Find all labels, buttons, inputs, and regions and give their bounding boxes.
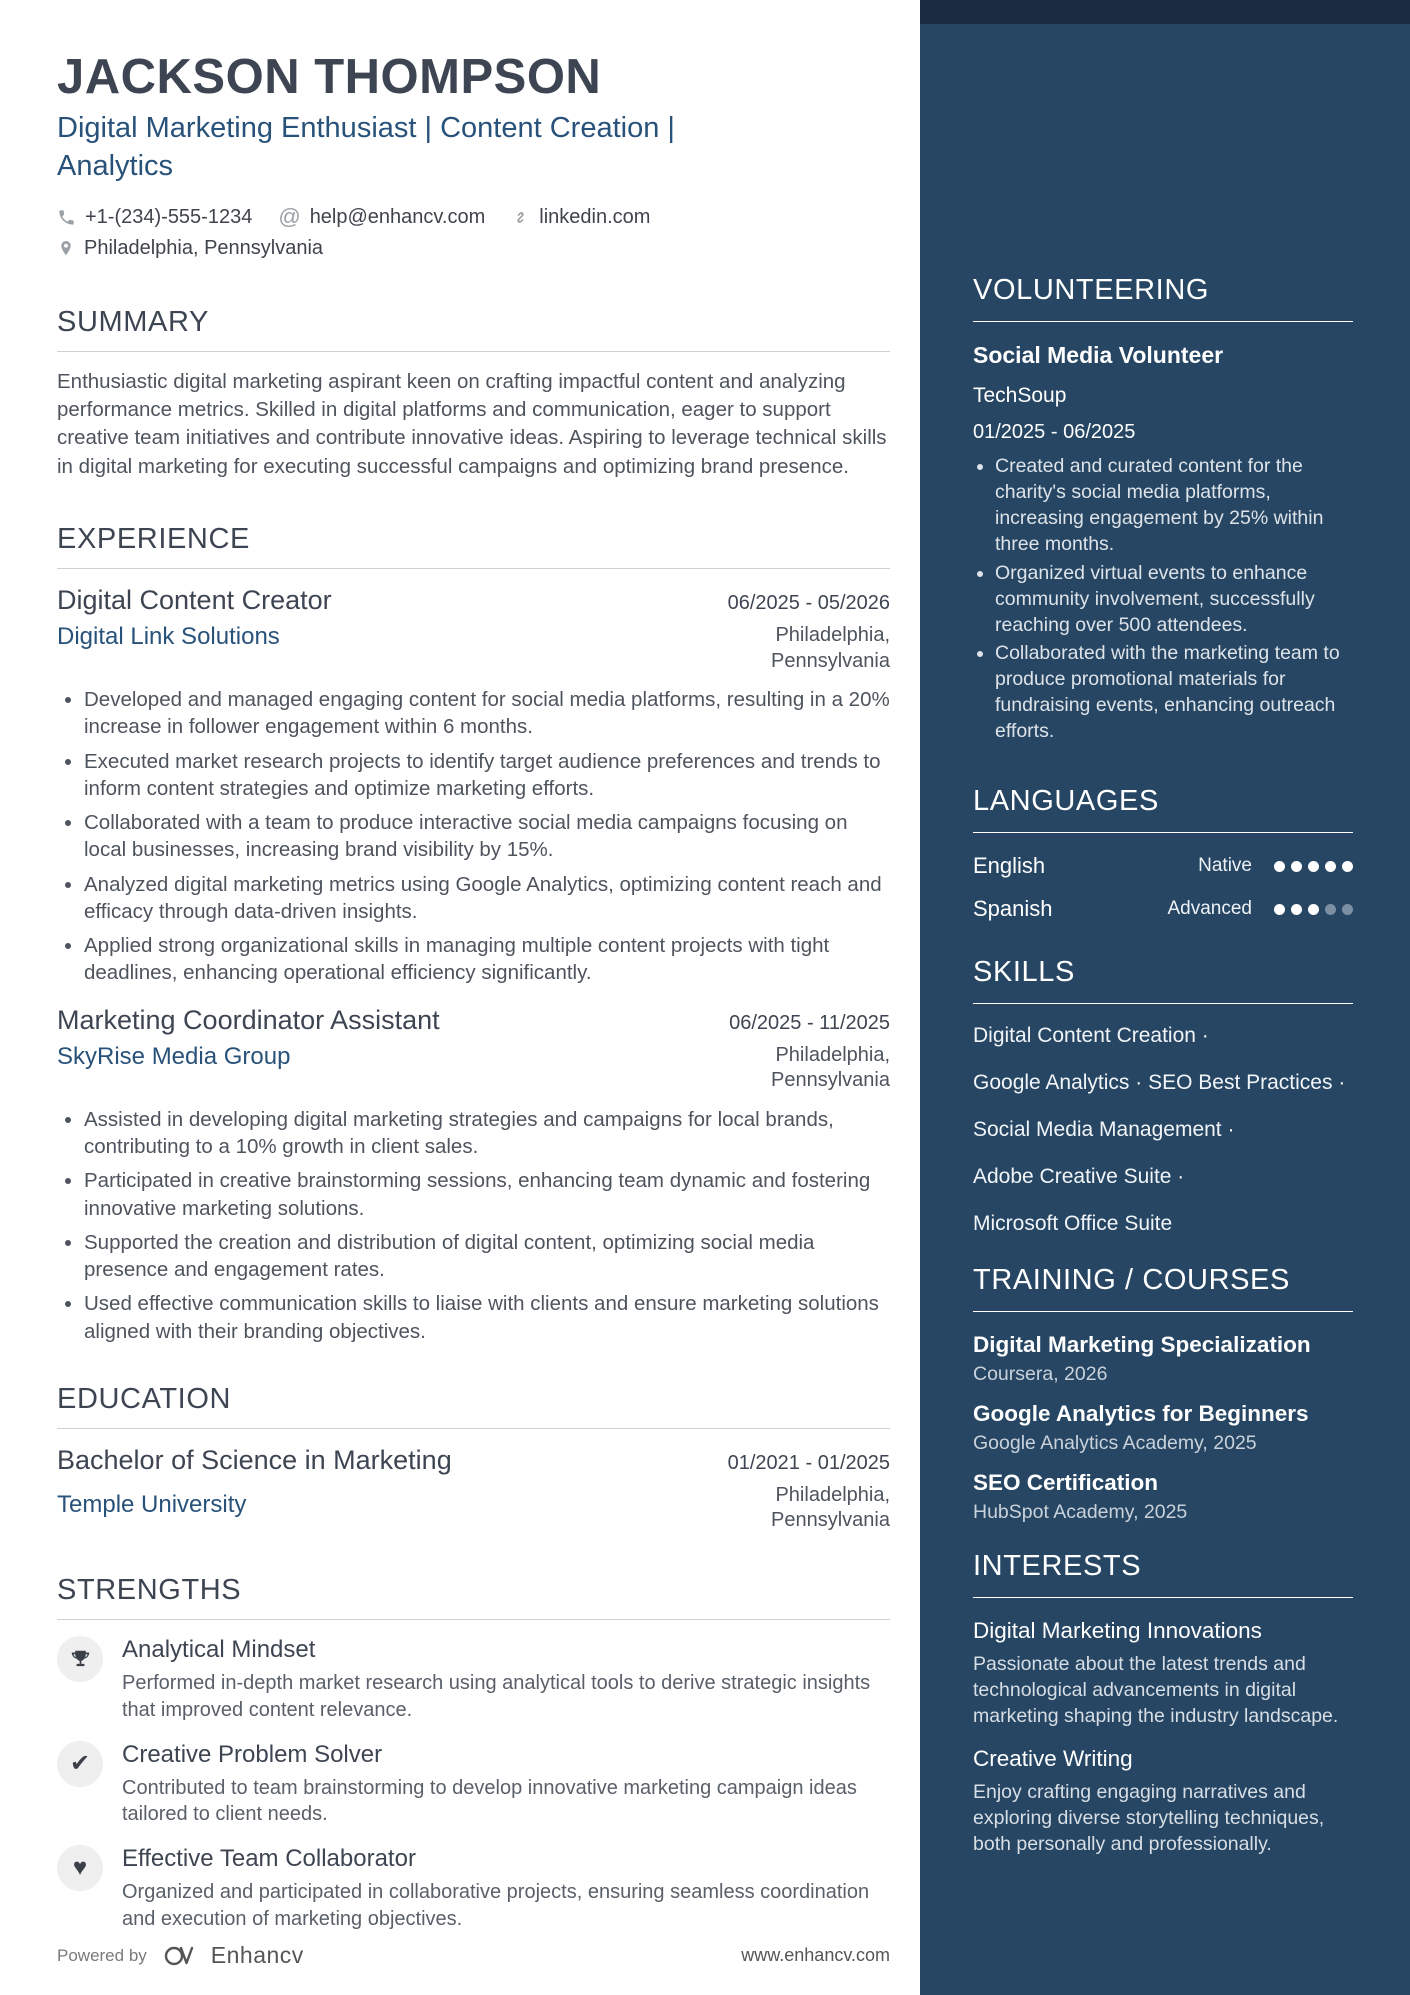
interest-item (973, 1746, 1353, 1857)
language-level: Advanced (1167, 898, 1252, 920)
contact-info (57, 206, 890, 260)
job-location: Philadelphia, Pennsylvania (771, 623, 890, 672)
degree-title: Bachelor of Science in Marketing (57, 1444, 452, 1475)
job-bullet: • Analyzed digital marketing metrics using Google Analytics, optimizing content reach and efficacy through data-driven insights. (84, 871, 890, 926)
volunteer-role: Social Media Volunteer (973, 342, 1224, 368)
strength-item (57, 1845, 890, 1933)
course-provider: Coursera, 2026 (973, 1363, 1108, 1386)
at-sign-icon: @ (278, 204, 301, 230)
volunteer-bullet: • Created and curated content for the charity's social media platforms, increasing engagement by 25% within three months. (995, 454, 1353, 558)
job-location: Philadelphia, Pennsylvania (771, 1043, 890, 1092)
volunteer-bullet: • Organized virtual events to enhance community involvement, successfully reaching over 500 attendees. (995, 561, 1353, 639)
footer-url[interactable]: www.enhancv.com (741, 1945, 890, 1965)
phone-number: +1-(234)-555-1234 (85, 205, 253, 228)
strength-text: Organized and participated in collaborative projects, ensuring seamless coordination and execution of marketing objectives. (122, 1881, 870, 1930)
volunteer-dates: 01/2025 - 06/2025 (973, 421, 1136, 443)
course-item (973, 1332, 1353, 1386)
strength-item (57, 1741, 890, 1829)
job-dates: 06/2025 - 05/2026 (727, 591, 890, 614)
volunteer-bullet: • Collaborated with the marketing team to produce promotional materials for fundraising events, enhancing outreach efforts. (995, 641, 1353, 745)
job-bullet-list (57, 1106, 890, 1345)
email-contact[interactable] (278, 206, 485, 229)
job-bullet: • Collaborated with a team to produce interactive social media campaigns focusing on local businesses, increasing brand visibility by 15%. (84, 809, 890, 864)
enhancv-logo[interactable] (163, 1942, 304, 1969)
job-bullet: • Executed market research projects to identify target audience preferences and trends to inform content strategies and optimize marketing efforts. (84, 748, 890, 803)
experience-section (57, 523, 890, 1345)
volunteering-heading: VOLUNTEERING (973, 274, 1353, 322)
resume-sidebar (920, 0, 1410, 1995)
school-name: Temple University (57, 1490, 247, 1518)
strength-title: Creative Problem Solver (122, 1740, 383, 1768)
heart-icon: ♥ (57, 1845, 103, 1891)
job-bullet: • Participated in creative brainstorming sessions, enhancing team dynamic and fostering innovative marketing solutions. (84, 1167, 890, 1222)
course-title: SEO Certification (973, 1470, 1159, 1496)
language-proficiency-dots (1268, 904, 1353, 915)
strength-title: Analytical Mindset (122, 1636, 316, 1663)
skill-line: Microsoft Office Suite (973, 1212, 1173, 1236)
skills-section (973, 956, 1353, 1236)
interest-item (973, 1618, 1353, 1729)
strength-text: Contributed to team brainstorming to develop innovative marketing campaign ideas tailored to client needs. (122, 1776, 857, 1826)
job-bullet: • Supported the creation and distribution of digital content, optimizing social media presence and engagement rates. (84, 1229, 890, 1284)
job-bullet-list (57, 686, 890, 987)
skill-line: Digital Content Creation · (973, 1024, 1209, 1048)
phone-icon (57, 208, 76, 227)
course-title: Digital Marketing Specialization (973, 1332, 1311, 1358)
language-row (973, 896, 1353, 922)
link-icon (511, 208, 530, 227)
language-row (973, 853, 1353, 879)
languages-section (973, 785, 1353, 922)
education-dates: 01/2021 - 01/2025 (727, 1451, 890, 1474)
course-item (973, 1470, 1353, 1524)
job-bullet: • Used effective communication skills to liaise with clients and ensure marketing solutions aligned with their branding objectives. (84, 1290, 890, 1345)
training-section (973, 1264, 1353, 1524)
powered-by-label: Powered by (57, 1945, 147, 1965)
headline: Digital Marketing Enthusiast | Content Creation | Analytics (57, 112, 675, 183)
check-icon: ✔ (57, 1741, 103, 1787)
education-heading: EDUCATION (57, 1383, 890, 1429)
summary-heading: SUMMARY (57, 306, 890, 352)
training-heading: TRAINING / COURSES (973, 1264, 1353, 1312)
languages-heading: LANGUAGES (973, 785, 1353, 833)
experience-entry (57, 1005, 890, 1345)
company-name: SkyRise Media Group (57, 1042, 291, 1070)
summary-text: Enthusiastic digital marketing aspirant keen on crafting impactful content and analyzing performance metrics. Skilled in digital platforms and communication, eager to support creative team initiatives and contribute innovative ideas. Aspiring to leverage technical skills in digital marketing for executing successful campaigns and optimizing brand presence. (57, 369, 887, 478)
strength-title: Effective Team Collaborator (122, 1845, 416, 1873)
enhancv-logo-icon (163, 1943, 201, 1969)
language-level: Native (1198, 855, 1252, 877)
email-address: help@enhancv.com (309, 205, 486, 228)
interests-heading: INTERESTS (973, 1550, 1353, 1598)
language-name: Spanish (973, 896, 1053, 922)
experience-heading: EXPERIENCE (57, 523, 890, 569)
brand-name: Enhancv (210, 1942, 304, 1968)
skill-line: Social Media Management · (973, 1118, 1235, 1142)
volunteer-organization: TechSoup (973, 384, 1067, 407)
experience-entry (57, 585, 890, 987)
strength-item (57, 1636, 890, 1724)
location-pin-icon (57, 239, 75, 258)
job-title: Marketing Coordinator Assistant (57, 1004, 440, 1035)
job-dates: 06/2025 - 11/2025 (729, 1011, 890, 1034)
summary-section (57, 306, 890, 481)
sidebar-top-band (920, 0, 1410, 24)
company-name: Digital Link Solutions (57, 622, 280, 650)
interest-text: Passionate about the latest trends and technological advancements in digital marketing shaping the industry landscape. (973, 1653, 1339, 1728)
strengths-heading: STRENGTHS (57, 1574, 890, 1620)
skills-heading: SKILLS (973, 956, 1353, 1004)
job-bullet: • Developed and managed engaging content for social media platforms, resulting in a 20% increase in follower engagement within 6 months. (84, 686, 890, 741)
education-section (57, 1383, 890, 1534)
interest-title: Creative Writing (973, 1745, 1133, 1771)
language-proficiency-dots (1268, 861, 1353, 872)
job-title: Digital Content Creator (57, 584, 332, 615)
footer (57, 1942, 890, 1969)
link-text: linkedin.com (539, 205, 651, 228)
trophy-icon (57, 1636, 103, 1682)
volunteering-section (973, 274, 1353, 745)
strengths-section (57, 1574, 890, 1933)
phone-contact[interactable] (57, 206, 252, 229)
language-name: English (973, 853, 1046, 879)
course-title: Google Analytics for Beginners (973, 1401, 1309, 1427)
job-bullet: • Applied strong organizational skills in managing multiple content projects with tight deadlines, enhancing operational efficiency significantly. (84, 932, 890, 987)
volunteer-bullet-list (973, 454, 1353, 745)
location-text: Philadelphia, Pennsylvania (84, 236, 324, 259)
course-item (973, 1401, 1353, 1455)
location-contact (57, 237, 323, 260)
course-provider: Google Analytics Academy, 2025 (973, 1432, 1257, 1455)
interest-text: Enjoy crafting engaging narratives and exploring diverse storytelling techniques, both personally and professionally. (973, 1780, 1325, 1855)
skill-line: Adobe Creative Suite · (973, 1165, 1185, 1189)
strength-text: Performed in-depth market research using analytical tools to derive strategic insights that improved content relevance. (122, 1672, 871, 1721)
link-contact[interactable] (511, 206, 650, 229)
skill-line: Google Analytics · SEO Best Practices · (973, 1071, 1346, 1095)
job-bullet: • Assisted in developing digital marketing strategies and campaigns for local brands, contributing to a 10% growth in client sales. (84, 1106, 890, 1161)
course-provider: HubSpot Academy, 2025 (973, 1501, 1188, 1524)
education-location: Philadelphia, Pennsylvania (771, 1483, 890, 1532)
person-name: JACKSON THOMPSON (57, 50, 602, 104)
interests-section (973, 1550, 1353, 1857)
interest-title: Digital Marketing Innovations (973, 1618, 1262, 1644)
